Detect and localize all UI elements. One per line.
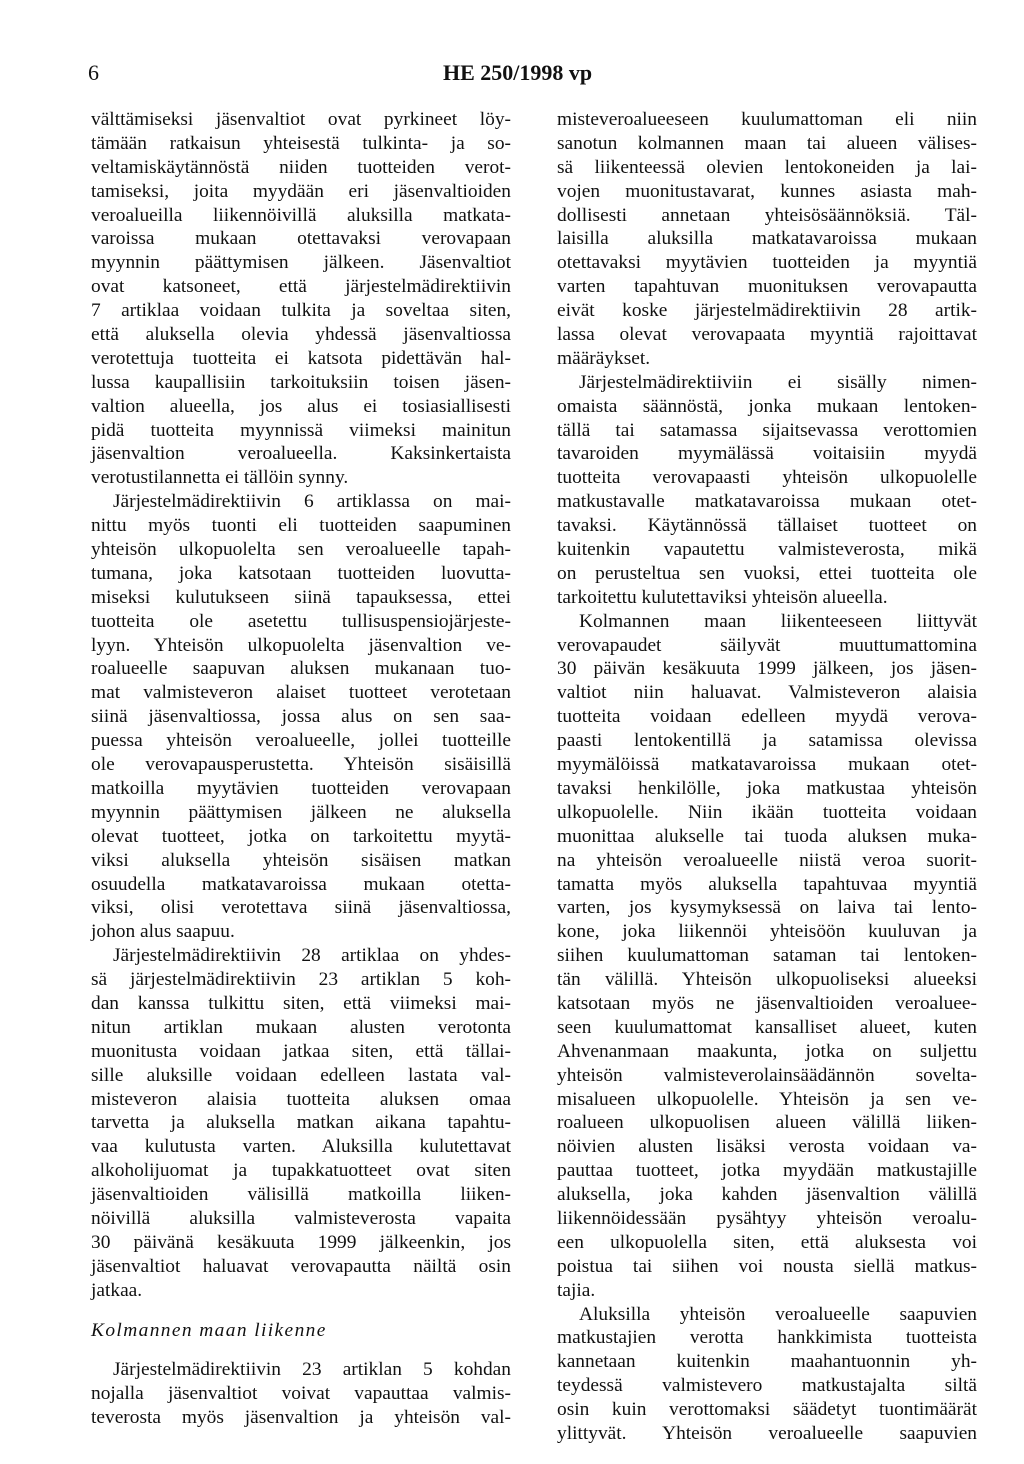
text-line: yhteisön ulkopuolelta sen veroalueelle tapah- [91, 539, 511, 561]
text-line: misalueen ulkopuolelle. Yhteisön ja sen ve- [557, 1088, 977, 1110]
text-line: sille aluksille voidaan edelleen lastata val- [91, 1064, 511, 1086]
text-line: yhteisön valmisteverolainsäädännön sovelta- [557, 1064, 977, 1086]
text-line: myynnin päättymisen jälkeen. Jäsenvaltiot [91, 252, 511, 274]
text-line: tajia. [557, 1279, 596, 1301]
text-line: myynnin päättymisen jälkeen ne aluksella [91, 801, 511, 823]
text-line: muonittaa alukselle tai tuoda aluksen muka- [557, 825, 977, 847]
left-column [91, 108, 511, 1430]
text-line: een ulkopuolella siten, että aluksesta voi [557, 1231, 977, 1253]
text-line: Järjestelmädirektiivin 6 artiklassa on mai- [113, 491, 511, 513]
text-line: matkoilla myytävien tuotteiden verovapaan [91, 777, 511, 799]
text-line: nöivillä aluksilla valmisteverosta vapaita [91, 1207, 511, 1229]
text-line: kannetaan kuitenkin maahantuonnin yh- [557, 1351, 977, 1373]
text-line: varten tapahtuvan muonituksen verovapautta [557, 276, 977, 298]
text-line: dan kanssa tulkittu siten, että viimeksi mai- [91, 992, 511, 1014]
text-line: lussa kaupallisiin tarkoituksiin toisen jäsen- [91, 371, 511, 393]
text-line: jäsenvaltiot haluavat verovapautta näiltä osin [91, 1255, 511, 1277]
text-line: verotustilannetta ei tällöin synny. [91, 467, 349, 489]
text-line: sanotun kolmannen maan tai alueen välises- [557, 132, 977, 154]
text-line: Järjestelmädirektiiviin ei sisälly nimen- [579, 371, 977, 393]
text-line: ovat katsoneet, että järjestelmädirektiivin [91, 276, 511, 298]
text-line: misteveroalueeseen kuulumattoman eli niin [557, 109, 977, 130]
page-number: 6 [88, 60, 99, 85]
text-line: tavaroiden myymälässä voitaisiin myydä [557, 443, 977, 465]
text-line: siihen kuulumattoman sataman tai lentoken- [557, 945, 977, 967]
text-line: jäsenvaltion veroalueella. Kaksinkertaista [91, 443, 511, 465]
document-id: HE 250/1998 vp [443, 60, 593, 85]
text-line: liikennöidessään pysähtyy yhteisön veroalu- [557, 1207, 977, 1229]
text-line: tamatta myös aluksella tapahtuvaa myyntiä [557, 873, 977, 895]
text-line: puessa yhteisön veroalueelle, jollei tuotteille [91, 730, 511, 752]
text-line: matkustavalle matkatavaroissa mukaan otet- [557, 491, 977, 513]
text-line: vaa kulutusta varten. Aluksilla kulutettavat [91, 1136, 511, 1158]
text-line: veroalueilla liikennöivillä aluksilla matkata- [91, 204, 511, 226]
text-line: vojen muonitustavarat, kunnes asiasta mah- [557, 180, 977, 202]
text-line: valtiot niin haluavat. Valmisteveron alaisia [557, 682, 977, 704]
text-line: verovapaudet säilyvät muuttumattomina [557, 634, 977, 656]
text-line: Aluksilla yhteisön veroalueelle saapuvien [579, 1303, 977, 1325]
text-line: myymälöissä matkatavaroissa mukaan otet- [557, 754, 977, 776]
text-line: kone, joka liikennöi yhteisöön kuuluvan ja [557, 921, 977, 943]
text-line: alkoholijuomat ja tupakkatuotteet ovat siten [91, 1160, 511, 1182]
text-line: ulkopuolelle. Niin ikään tuotteita voidaan [557, 801, 977, 823]
text-line: lyyn. Yhteisön ulkopuolelta jäsenvaltion ve- [91, 634, 511, 656]
text-line: miseksi kulutukseen siinä tapauksessa, ettei [91, 586, 511, 608]
text-line: katsotaan myös ne jäsenvaltioiden veroaluee- [557, 992, 977, 1014]
text-line: osuudella matkatavaroissa mukaan otetta- [91, 873, 511, 895]
text-line: tuotteita verovapaasti yhteisön ulkopuolelle [557, 467, 977, 489]
text-line: viksi aluksella yhteisön sisäisen matkan [91, 849, 511, 871]
text-line: varten, jos kysymyksessä on laiva tai lento- [557, 897, 977, 919]
text-line: tällä tai satamassa sijaitsevassa verottomien [557, 419, 977, 441]
text-line: varoissa mukaan otettavaksi verovapaan [91, 228, 511, 250]
text-line: ole verovapausperustetta. Yhteisön sisäisillä [91, 754, 511, 776]
text-line: tän välillä. Yhteisön ulkopuoliseksi alueeksi [557, 969, 977, 991]
text-line: na yhteisön veroalueelle niistä veroa suorit- [557, 849, 977, 871]
text-line: Järjestelmädirektiivin 28 artiklaa on yhdes- [113, 945, 511, 967]
text-line: tavaksi henkilölle, joka matkustaa yhteisön [557, 777, 977, 799]
text-line: matkustajien verotta hankkimista tuotteista [557, 1327, 977, 1349]
text-line: nitun artiklan mukaan alusten verotonta [91, 1016, 511, 1038]
text-line: tuotteita ole asetettu tullisuspensiojärjeste- [91, 610, 511, 632]
text-line: 30 päivän kesäkuuta 1999 jälkeen, jos jäsen- [557, 658, 977, 680]
text-line: teydessä valmistevero matkustajalta siltä [557, 1375, 977, 1397]
text-line: määräykset. [557, 347, 651, 369]
text-line: kuitenkin vapautettu valmisteverosta, mikä [557, 539, 977, 561]
text-line: nojalla jäsenvaltiot voivat vapauttaa valmis- [91, 1383, 511, 1405]
text-line: pidä tuotteita myynnissä viimeksi mainitun [91, 419, 511, 441]
text-line: Ahvenanmaan maakunta, jotka on suljettu [557, 1040, 977, 1062]
text-line: tarvetta ja aluksella matkan aikana tapahtu- [91, 1112, 511, 1134]
text-line: nöivien alusten lisäksi verosta voidaan va- [557, 1136, 977, 1158]
text-line: jäsenvaltioiden välisillä matkoilla liiken- [91, 1184, 511, 1206]
text-line: veltamiskäytännöstä niiden tuotteiden verot- [91, 156, 511, 178]
text-line: otettavaksi myytävien tuotteiden ja myyntiä [557, 252, 977, 274]
text-line: nittu myös tuonti eli tuotteiden saapuminen [91, 515, 511, 537]
text-line: omaista säännöstä, jonka mukaan lentoken- [557, 395, 977, 417]
text-line: on perusteltua sen vuoksi, ettei tuotteita ole [557, 562, 977, 584]
text-line: siinä jäsenvaltiossa, jossa alus on sen saa- [91, 706, 511, 728]
text-line: viksi, olisi verotettava siinä jäsenvaltiossa, [91, 897, 511, 919]
text-line: että aluksella olevia yhdessä jäsenvaltiossa [91, 324, 511, 346]
text-line: tavaksi. Käytännössä tällaiset tuotteet on [557, 515, 977, 537]
text-line: johon alus saapuu. [91, 921, 235, 943]
text-line: sä liikenteessä olevien lentokoneiden ja lai- [557, 156, 977, 178]
text-line: sä järjestelmädirektiivin 23 artiklan 5 koh- [91, 969, 511, 991]
text-line: ylittyvät. Yhteisön veroalueelle saapuvien [557, 1422, 977, 1444]
text-line: roalueen ulkopuolisen alueen välillä liiken- [557, 1112, 977, 1134]
text-line: seen kuulumattomat kansalliset alueet, kuten [557, 1016, 977, 1038]
text-line: misteveron alaisia tuotteita aluksen omaa [91, 1088, 511, 1110]
section-heading: Kolmannen maan liikenne [91, 1319, 327, 1341]
text-line: lassa olevat verovapaata myyntiä rajoittavat [557, 324, 977, 346]
right-column [557, 108, 977, 1446]
text-line: mat valmisteveron alaiset tuotteet verotetaan [91, 682, 511, 704]
text-line: pauttaa tuotteet, jotka myydään matkustajille [557, 1160, 977, 1182]
text-line: Kolmannen maan liikenteeseen liittyvät [579, 610, 977, 632]
text-line: verotettuja tuotteita ei katsota pidettävän hal- [91, 347, 511, 369]
text-line: 30 päivänä kesäkuuta 1999 jälkeenkin, jos [91, 1231, 511, 1253]
text-line: olevat tuotteet, jotka on tarkoitettu myytä- [91, 825, 511, 847]
text-line: tarkoitettu kulutettaviksi yhteisön alueella. [557, 586, 888, 608]
text-line: eivät koske järjestelmädirektiivin 28 artik- [557, 300, 977, 322]
text-line: teverosta myös jäsenvaltion ja yhteisön val- [91, 1407, 511, 1429]
text-line: osin kuin verottomaksi säädetyt tuontimäärät [557, 1399, 977, 1421]
text-line: tämään ratkaisun yhteisestä tulkinta- ja so- [91, 132, 511, 154]
text-line: valtion alueella, jos alus ei tosiasiallisesti [91, 395, 511, 417]
text-line: paasti lentokentillä ja satamissa olevissa [557, 730, 977, 752]
text-line: 7 artiklaa voidaan tulkita ja soveltaa siten, [91, 300, 511, 322]
text-line: välttämiseksi jäsenvaltiot ovat pyrkineet löy- [91, 109, 511, 130]
text-line: Järjestelmädirektiivin 23 artiklan 5 kohdan [113, 1359, 511, 1381]
text-line: tamiseksi, joita myydään eri jäsenvaltioiden [91, 180, 511, 202]
text-line: tumana, joka katsotaan tuotteiden luovutta- [91, 562, 511, 584]
text-line: jatkaa. [91, 1279, 143, 1301]
text-line: roalueelle saapuvan aluksen mukanaan tuo- [91, 658, 511, 680]
text-line: laisilla aluksilla matkatavaroissa mukaan [557, 228, 977, 250]
text-line: muonitusta voidaan jatkaa siten, että tällai- [91, 1040, 511, 1062]
page-header [88, 60, 988, 94]
text-line: dollisesti annetaan yhteisösäännöksiä. Täl- [557, 204, 977, 226]
text-line: aluksella, joka kahden jäsenvaltion välillä [557, 1184, 977, 1206]
text-line: poistua tai siihen voi nousta siellä matkus- [557, 1255, 977, 1277]
text-line: tuotteita voidaan edelleen myydä verova- [557, 706, 977, 728]
